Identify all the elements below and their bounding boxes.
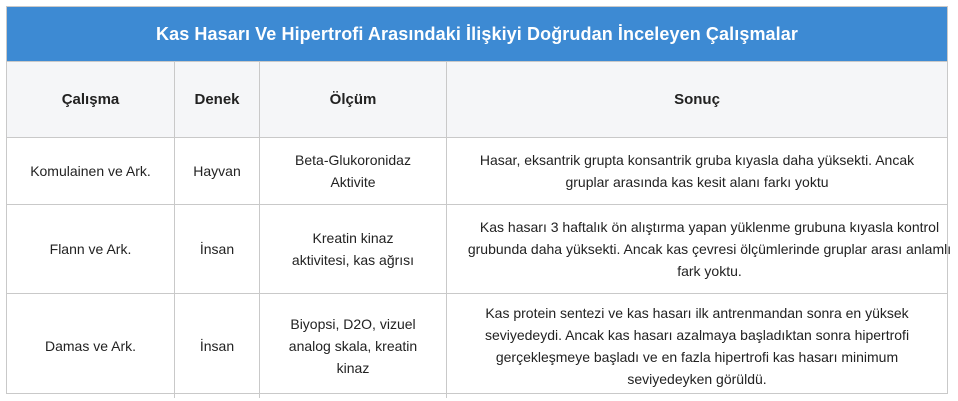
study-cell: Damas ve Ark. (7, 294, 175, 399)
header-result: Sonuç (447, 62, 948, 138)
subject-cell: Hayvan (175, 138, 260, 205)
study-cell: Flann ve Ark. (7, 205, 175, 294)
result-text: Hasar, eksantrik grupta konsantrik gruba kıyasla daha yüksekti. Ancak gruplar arasında kas kesit alanı farkı yoktu (479, 152, 915, 190)
measure-text: Biyopsi, D2O, vizuel analog skala, kreatin kinaz (288, 316, 418, 376)
subject-cell: İnsan (175, 294, 260, 399)
result-cell (447, 294, 948, 399)
table-row (7, 205, 947, 294)
subject-cell: İnsan (175, 205, 260, 294)
studies-table-card (6, 6, 952, 394)
study-cell: Komulainen ve Ark. (7, 138, 175, 205)
table-header-row (7, 62, 947, 138)
measure-cell (260, 138, 447, 205)
measure-text: Beta-Glukoronidaz Aktivite (295, 152, 411, 190)
table-title: Kas Hasarı Ve Hipertrofi Arasındaki İlişkiyi Doğrudan İnceleyen Çalışmalar (7, 7, 947, 61)
header-subject: Denek (175, 62, 260, 138)
header-study: Çalışma (7, 62, 175, 138)
measure-text: Kreatin kinaz aktivitesi, kas ağrısı (291, 230, 415, 268)
measure-cell (260, 205, 447, 294)
header-measure: Ölçüm (260, 62, 447, 138)
measure-cell (260, 294, 447, 399)
result-cell (447, 205, 952, 294)
table-row (7, 294, 947, 399)
result-cell (447, 138, 948, 205)
result-text: Kas hasarı 3 haftalık ön alıştırma yapan yüklenme grubuna kıyasla kontrol grubunda daha yüksekti. Ancak kas çevresi ölçümlerinde gruplar arası anlamlı fark yoktu. (467, 219, 952, 279)
table-row (7, 138, 947, 205)
result-text: Kas protein sentezi ve kas hasarı ilk antrenmandan sonra en yüksek seviyedeydi. Ancak kas hasarı azalmaya başladıktan sonra hipertrofi gerçekleşmeye başladı ve en fazla hipertrofi kas hasarı minimum seviyedeyken görüldü. (484, 305, 910, 387)
studies-table (7, 61, 952, 398)
